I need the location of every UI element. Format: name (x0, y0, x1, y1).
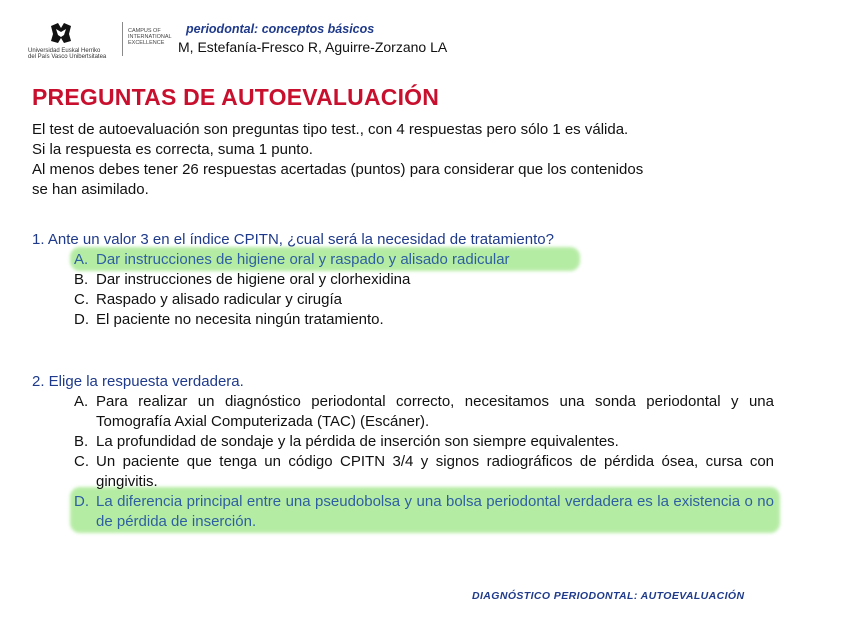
option-letter: C. (74, 453, 89, 470)
option-letter: D. (74, 311, 89, 328)
intro-line: se han asimilado. (32, 181, 149, 198)
answer-option-c[interactable] (32, 290, 774, 310)
question-stem: 1. Ante un valor 3 en el índice CPITN, ¿cual será la necesidad de tratamiento? (32, 231, 554, 248)
option-text: Para realizar un diagnóstico periodontal correcto, necesitamos una sonda periodontal y una Tomografía Axial Computerizada (TAC) (Escáner). (96, 393, 774, 430)
upv-ehu-emblem-icon (48, 20, 74, 46)
option-text: Dar instrucciones de higiene oral y raspado y alisado radicular (96, 251, 510, 268)
intro-text (32, 120, 792, 200)
option-letter: B. (74, 433, 89, 450)
answer-options (32, 392, 792, 532)
campus-excellence-text: CAMPUS OF INTERNATIONAL EXCELLENCE (128, 28, 172, 46)
option-text: La profundidad de sondaje y la pérdida de inserción son siempre equivalentes. (96, 433, 619, 450)
header-authors: M, Estefanía-Fresco R, Aguirre-Zorzano LA (178, 39, 448, 55)
header-title: periodontal: conceptos básicos (186, 22, 375, 36)
option-text: La diferencia principal entre una pseudobolsa y una bolsa periodontal verdadera es la existencia o no de pérdida de inserción. (96, 493, 774, 530)
option-letter: B. (74, 271, 89, 288)
option-text: Un paciente que tenga un código CPITN 3/4 y signos radiográficos de pérdida ósea, cursa con gingivitis. (96, 453, 774, 490)
logo-divider (122, 22, 123, 56)
intro-line: Al menos debes tener 26 respuestas acertadas (puntos) para considerar que los contenidos (32, 161, 644, 178)
answer-option-d[interactable] (32, 310, 774, 330)
option-letter: A. (74, 251, 89, 268)
option-text: Dar instrucciones de higiene oral y clorhexidina (96, 271, 411, 288)
question-stem: 2. Elige la respuesta verdadera. (32, 373, 244, 390)
question-2 (32, 372, 792, 532)
logo-university-text: Universidad Euskal Herriko del País Vasco Unibertsitatea (28, 48, 107, 60)
option-letter: C. (74, 291, 89, 308)
question-1 (32, 230, 792, 330)
answer-option-a[interactable] (32, 250, 774, 270)
answer-option-b[interactable] (32, 270, 774, 290)
answer-option-c[interactable] (32, 452, 774, 492)
intro-line: Si la respuesta es correcta, suma 1 punto. (32, 141, 313, 158)
option-text: Raspado y alisado radicular y cirugía (96, 291, 342, 308)
footer-title: DIAGNÓSTICO PERIODONTAL: AUTOEVALUACIÓN (472, 590, 745, 602)
option-letter: A. (74, 393, 89, 410)
page-title: PREGUNTAS DE AUTOEVALUACIÓN (32, 84, 440, 110)
intro-line: El test de autoevaluación son preguntas tipo test., con 4 respuestas pero sólo 1 es válida. (32, 121, 629, 138)
option-letter: D. (74, 493, 89, 510)
answer-options (32, 250, 792, 330)
upv-ehu-logo (28, 18, 178, 62)
answer-option-a[interactable] (32, 392, 774, 432)
answer-option-d[interactable] (32, 492, 774, 532)
option-text: El paciente no necesita ningún tratamiento. (96, 311, 384, 328)
answer-option-b[interactable] (32, 432, 774, 452)
